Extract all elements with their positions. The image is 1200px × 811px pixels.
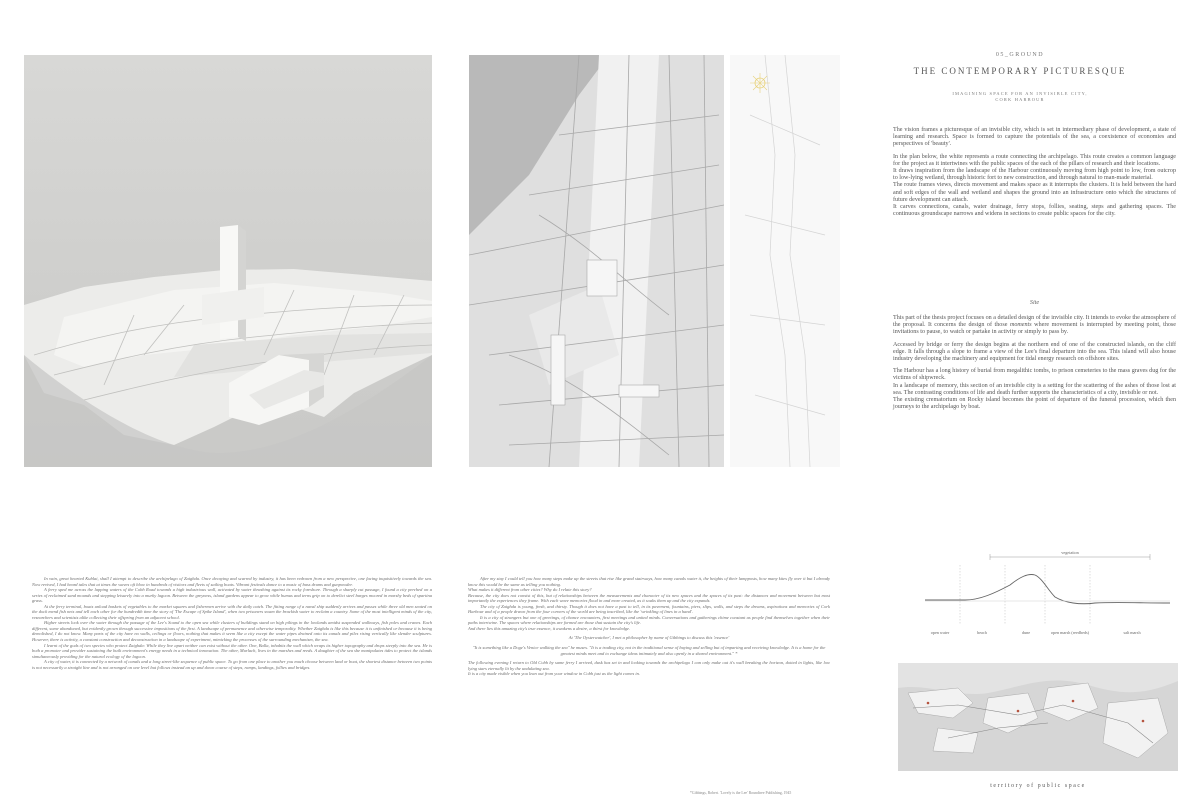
site-paragraph-5: The existing crematorium on Rocky island becomes the point of departure of the funeral procession, which then journeys to the archipelago by boat.: [893, 397, 1176, 411]
essay-right-paragraph-7: At 'The Oysterwatcher', I met a philosopher by name of Gibbings to discuss this 'essence': [568, 635, 730, 641]
site-heading: Site: [1029, 299, 1040, 306]
site-paragraph-4: In a landscape of memory, this section of an invisible city is a setting for the scattering of the ashes of those lost at sea. The contrasting conditions of life and death further supports the characteristics of a city, invisible or not.: [893, 382, 1176, 396]
essay-left-column: [32, 576, 432, 670]
essay-left-paragraph-6: A city of water, it is connected by a network of canals and a long street-like sequence of public space. To go from one place to another you much choose between land or boat, the shortest distance between two points is not necessarily a straight line and is not arranged on one level but follows instead an up and down course of steps, ramps, landings, follies and bridges.: [32, 659, 432, 670]
zone-open-marsh: open marsh (reedbeds): [1050, 630, 1090, 635]
subtitle-line-2: CORK HARBOUR: [995, 97, 1045, 102]
essay-right-paragraph-9: The following evening I return to Old Cobh by same ferry I arrived, dusk has set in and looking towards the archipelago I can only make out it's wall breaking the horizon, dotted in lights, like low lying stars eternally lit by the undulating sea.: [468, 660, 830, 671]
zone-open-water: open water: [930, 630, 950, 635]
essay-right-column: [468, 576, 830, 677]
essay-right-paragraph-6: And there lies this amazing city's true essence, it awakens a desire, a thirst for knowledge.: [468, 625, 631, 631]
site-paragraph-3: The Harbour has a long history of burial from megalithic tombs, to prison cemeteries to the mass graves dug for the victims of shipwreck.: [893, 368, 1176, 382]
essay-left-paragraph-4: Higher streets look over the water through the passage of the Lee's Sound to the open sea while clusters of buildings stand on high pilings in the lowlands amidst suspended walkways, fish poles and cranes. Each different, some abandoned, but evidently grown through successive impositions of the first. A landscape of permanence and otherwise temporality. Whether Zaighda is like this because it is unfinished or because it is being demolished, I do not know. Many parts of the city have no walls, ceilings or floors, nothing that makes it seem like a city except the water pipes drained onto its canals and piles rising vertically like slender sculptures. However, there is activity, a constant construction and deconstruction in a landscape of experiment, mimicking the processes of the surrounding mechanism, the sea.: [32, 620, 432, 643]
model-plan-drawing: [469, 55, 724, 467]
vision-paragraph-2: In the plan below, the white represents a route connecting the archipelago. This route creates a common language for the project as it intertwines with the public spaces of the each of the pillars of research and their locations.: [893, 153, 1176, 167]
vegetation-title: vegetation: [1061, 550, 1079, 555]
vision-paragraph-5: It carves connections, canals, water drainage, ferry stops, follies, seating, steps and gathering spaces. The continuous groundscape narrows and widens in sections to create public spaces for the city.: [893, 204, 1176, 218]
vision-paragraph-4: The route frames views, directs movement and makes space as it interrupts the clusters. It is held between the hard and soft edges of the wall and wetland and shapes the ground into an infrastructure onto which the structures of future development can attach.: [893, 182, 1176, 203]
ground-profile-line: [925, 574, 1170, 603]
route-plan-drawing: [730, 55, 840, 467]
site-paragraph-2: Accessed by bridge or ferry the design begins at the northern end of one of the constructed islands, on the cliff edge. It falls through a slope to frame a view of the Lee's final departure into the sea. This island will also house industry developing the machinery and equipment for tidal energy research on offshore sites.: [893, 341, 1176, 363]
vision-paragraph-3: It draws inspiration from the landscape of the Harbour continuously moving from high point to low, from outcrop to low-lying wetland, through historic fort to new construction, and through natural to man-made material.: [893, 168, 1176, 182]
territory-caption: territory of public space: [990, 783, 1086, 789]
page-title: THE CONTEMPORARY PICTURESQUE: [913, 66, 1127, 76]
citation: *Gibbings, Robert. 'Lovely is the Lee' Roundtree Publishing, 1945: [690, 791, 792, 795]
model-perspective-photo: [24, 55, 432, 467]
model-perspective-drawing: [24, 55, 432, 467]
site-paragraph-1: [893, 315, 1176, 337]
site-text-block: [893, 315, 1176, 416]
essay-right-paragraph-10: It is a city made visible when you lean out from your window in Cobh just as the light comes in.: [468, 671, 640, 677]
zone-dune: dune: [1021, 630, 1031, 635]
site-paragraph-1-a: This part of the thesis project focuses on a detailed design of the invisible city. It intends to evoke the atmosphere of the proposal. It concerns the design of those: [893, 315, 1176, 329]
route-plan-strip: [730, 55, 840, 467]
zone-beach: beach: [977, 630, 987, 635]
essay-right-paragraph-2: What makes it different from other cities? Why do I relate this story?: [468, 587, 592, 593]
essay-left-paragraph-5: I learnt of the gods of two species who protect Zaighda: While they live apart neither can exist without the other. One, Balla, inhabits the wall which wraps its higher topography and drops steeply into the sea. He is both a promoter and provider sustaining the built environment's energy needs in a technical innovation. The other, Murlach, lives in the marshes and reeds. A daughter of the sea she manipulates tides to protect the islands simultaneously providing for the natural ecology of the lagoon.: [32, 642, 432, 659]
essay-right-paragraph-1: After my stay I could tell you how many steps make up the streets that rise like grand stairways, how many canals water it, the heights of their lampposts, how many kites fly over it but I already know this would be the same as telling you nothing.: [468, 576, 830, 587]
essay-right-quote: "It is something like a Doge's Venice walking the sea" he muses. "It is a trading city, not in the traditional sense of buying and selling but of imparting and receiving knowledge. It is a home for the greatest minds meet and to exchange ideas intimately and also openly in a shared environment." *: [472, 645, 826, 656]
subtitle-line-1: IMAGINING SPACE FOR AN INVISIBLE CITY,: [952, 91, 1088, 96]
essay-left-paragraph-2: A ferry sped me across the lapping waters of the Cobh Road towards a high industrious wall, activated by water thrashing against its rocky foreshore. Through a sharply cut passage, I found a city perched on a series of reclaimed sand mounds and stepping leisurely into a murky lagoon. Between the greyness, island gardens appear to grow while humus and terns grip on to derelict steel barges moored in marshy beds of spartina grass.: [32, 587, 432, 604]
site-paragraph-1-b: where movement is interrupted by meeting point, those invitations to pause, to watch or partake in activity or simply to pass by.: [893, 322, 1176, 336]
territory-map: [898, 663, 1178, 771]
vision-paragraph-1: The vision frames a picturesque of an invisible city, which is set in intermediary phase of development, a state of learning and research. Space is formed to capture the potentials of the sea, a coexistence of economies and perspectives of 'beauty'.: [893, 127, 1176, 148]
section-label: 05_GROUND: [995, 52, 1045, 58]
essay-right-paragraph-3: Because, the city does not consist of this, but of relationships between the measurements and character of its new spaces and the spaces of its past: the distances and movement between but most importantly the experiences they frame. With each wave memories flood in and more created, as it soaks them up and the city expands.: [468, 592, 830, 604]
site-paragraph-1-emph: moments: [1009, 322, 1032, 329]
model-plan-photo: [469, 55, 724, 467]
vegetation-section-diagram: [920, 545, 1175, 645]
essay-right-paragraph-5: It is a city of strangers but one of greetings, of chance encounters, first meetings and united minds. Conversations and gatherings chime constant as people find themselves together when their paths intertwine. The spaces where relationships are formed are those that sustain the city's life.: [468, 614, 830, 626]
essay-left-paragraph-3: At the ferry terminal, boats unload baskets of vegetables to the market squares and fishermen arrive with the daily catch. The fitting range of a naval ship suddenly arrives and passes while three old men seated on the dock mend fish nets and tell each other for the hundredth time the story of 'The Escape of Spike Island', when two prisoners swam the brackish water to reclaim a country. Some of the most intelligent minds of the city, researchers and scientists alike collecting their offspring from an adjacent school.: [32, 603, 432, 620]
vegetation-section-drawing: [920, 545, 1175, 645]
essay-left-paragraph-1: In vain, great hearted Kublai, shall I attempt to describe the archipelago of Zaighda. Once decaying and scarred by industry, it has been redrawn from a new perspective, one facing inquisitively towards the sea. Now revived, I had heard tales that at times the waves oft blow in hundreds of visitors and fleets of sailing boats. Vibrant festivals dance to a music of bass drums and gunpowder.: [32, 576, 432, 587]
territory-map-drawing: [898, 663, 1178, 771]
zone-salt-marsh: salt marsh: [1123, 630, 1141, 635]
essay-right-paragraph-4: The city of Zaighda is young, fresh, and thirsty. Though it does not have a past to tell, in its pavement, fountains, piers, slips, walls, and steps the dreams, aspirations and memories of Cork Harbour and of a people drawn from the four corners of the world are being inscribed, like the 'wrinkling of lines in a hand'.: [468, 603, 830, 615]
vision-text-block: [893, 127, 1176, 223]
